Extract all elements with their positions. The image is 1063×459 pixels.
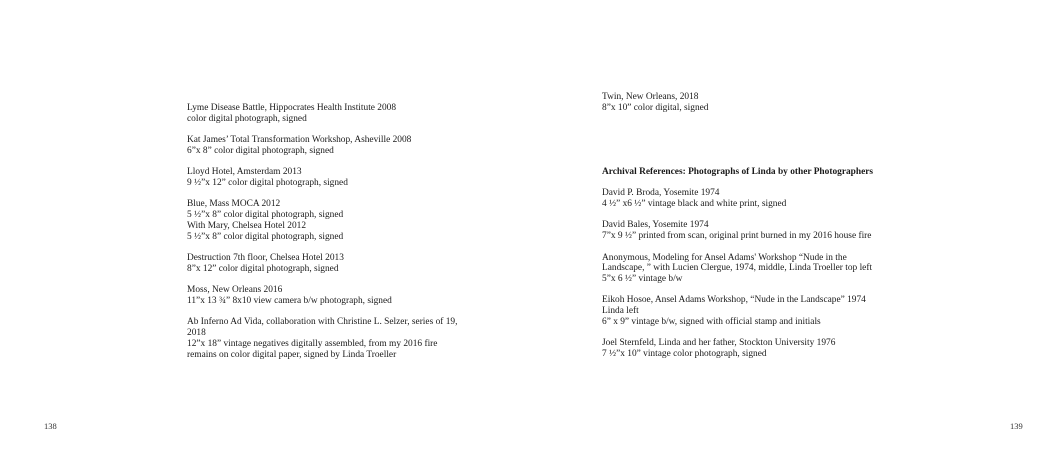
archival-entry <box>602 188 892 210</box>
archival-line: David P. Broda, Yosemite 1974 <box>602 188 720 199</box>
artwork-entry <box>187 199 487 242</box>
artwork-detail: 11”x 13 ¾” 8x10 view camera b/w photograph, signed <box>187 295 392 306</box>
archival-entry <box>602 295 892 327</box>
artwork-entry <box>602 92 892 114</box>
artwork-detail: 8”x 10” color digital, signed <box>602 102 709 113</box>
archival-line: 4 ½” x6 ½” vintage black and white print, signed <box>602 199 787 210</box>
artwork-title-continued: 2018 <box>187 327 206 338</box>
artwork-title: Kat James’ Total Transformation Workshop, Asheville 2008 <box>187 135 412 146</box>
artwork-title: Twin, New Orleans, 2018 <box>602 92 699 102</box>
archival-line: Linda left <box>602 306 639 317</box>
archival-line: 5”x 6 ½” vintage b/w <box>602 274 683 285</box>
page-number-left: 138 <box>44 421 57 431</box>
archival-line: Eikoh Hosoe, Ansel Adams Workshop, “Nude in the Landscape” 1974 <box>602 295 866 306</box>
artwork-detail: 9 ½”x 12” color digital photograph, signed <box>187 177 348 188</box>
archival-entry <box>602 220 892 242</box>
page-number-right: 139 <box>1010 421 1023 431</box>
artwork-entry <box>187 285 487 307</box>
artwork-title: With Mary, Chelsea Hotel 2012 <box>187 220 307 231</box>
archival-line: 6” x 9” vintage b/w, signed with official stamp and initials <box>602 317 821 328</box>
section-heading: Archival References: Photographs of Linda by other Photographers <box>602 166 874 177</box>
artwork-detail: 8”x 12” color digital photograph, signed <box>187 263 339 274</box>
artwork-detail-continued: remains on color digital paper, signed by Linda Troeller <box>187 349 397 360</box>
artwork-entry <box>187 317 487 360</box>
archival-line: Anonymous, Modeling for Ansel Adams' Workshop “Nude in the <box>602 252 847 263</box>
artwork-entry <box>187 253 487 275</box>
left-page-column <box>187 103 487 371</box>
artwork-title: Ab Inferno Ad Vida, collaboration with Christine L. Selzer, series of 19, <box>187 317 458 328</box>
artwork-detail: 12”x 18” vintage negatives digitally assembled, from my 2016 fire <box>187 338 438 349</box>
artwork-title: Lloyd Hotel, Amsterdam 2013 <box>187 167 302 178</box>
artwork-title: Moss, New Orleans 2016 <box>187 285 283 296</box>
archival-line: David Bales, Yosemite 1974 <box>602 220 709 231</box>
artwork-entry <box>187 135 487 157</box>
archival-line: 7”x 9 ½” printed from scan, original print burned in my 2016 house fire <box>602 231 872 242</box>
artwork-entry <box>187 167 487 189</box>
artwork-entry <box>187 103 487 125</box>
right-page-column <box>602 92 892 370</box>
archival-line: Joel Sternfeld, Linda and her father, Stockton University 1976 <box>602 338 836 349</box>
archival-line: Landscape, ” with Lucien Clergue, 1974, middle, Linda Troeller top left <box>602 263 873 274</box>
archival-entry <box>602 253 892 285</box>
artwork-title: Lyme Disease Battle, Hippocrates Health Institute 2008 <box>187 103 397 113</box>
artwork-detail: 5 ½”x 8” color digital photograph, signed <box>187 231 344 242</box>
archival-line: 7 ½”x 10” vintage color photograph, signed <box>602 349 767 360</box>
artwork-detail: 5 ½”x 8” color digital photograph, signed <box>187 210 344 221</box>
artwork-title: Blue, Mass MOCA 2012 <box>187 199 281 210</box>
artwork-detail: color digital photograph, signed <box>187 113 307 124</box>
artwork-detail: 6”x 8” color digital photograph, signed <box>187 145 334 156</box>
artwork-title: Destruction 7th floor, Chelsea Hotel 2013 <box>187 252 344 263</box>
archival-entry <box>602 338 892 360</box>
